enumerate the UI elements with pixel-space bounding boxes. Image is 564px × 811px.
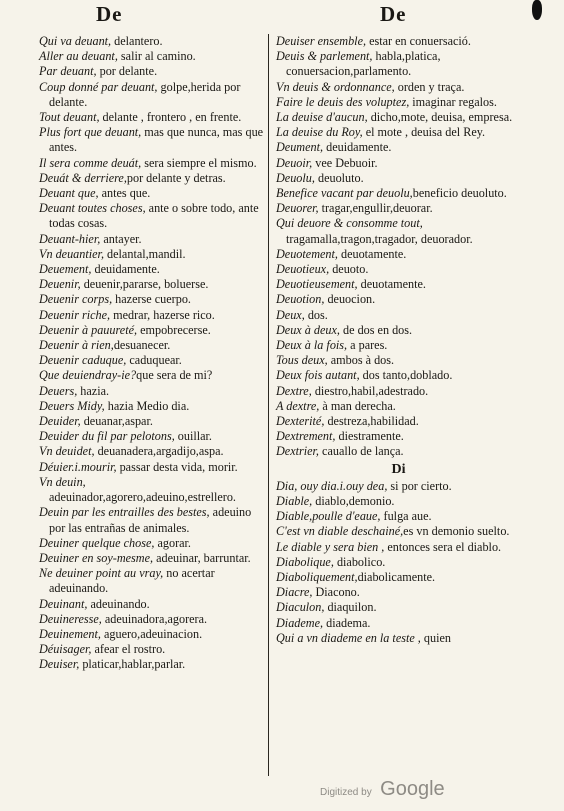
entry-headword: Deuoir, <box>276 155 313 170</box>
entry-headword: Diable,poulle d'eaue, <box>276 509 381 524</box>
entry-translation: diestro,habil,adestrado. <box>311 383 429 398</box>
entry-headword: Deuotement, <box>276 246 338 261</box>
dictionary-entry <box>276 600 521 615</box>
entry-translation: por delante y detras. <box>126 170 226 185</box>
entry-translation: destreza,habilidad. <box>324 414 419 429</box>
entry-translation: dos. <box>304 307 328 322</box>
dictionary-entry <box>39 505 264 535</box>
entry-translation: salir al camino. <box>117 49 196 64</box>
dictionary-entry <box>276 186 521 201</box>
dictionary-entry <box>39 186 264 201</box>
entry-translation: deuotamente. <box>357 277 426 292</box>
entry-translation: no acertar adeuinando. <box>49 566 215 596</box>
entry-translation: ante o sobre todo, ante todas cosas. <box>49 201 259 231</box>
entry-translation: platicar,hablar,parlar. <box>79 657 186 672</box>
entry-headword: Deuers, <box>39 383 78 398</box>
entry-headword: Dextrement, <box>276 429 336 444</box>
dictionary-entry <box>39 399 264 414</box>
entry-headword: Deuiner quelque chose, <box>39 535 155 550</box>
dictionary-entry <box>276 509 521 524</box>
entry-translation: deuenir,pararse, boluerse. <box>80 277 209 292</box>
dictionary-entry <box>39 566 264 596</box>
dictionary-entry <box>276 384 521 399</box>
dictionary-entry <box>39 201 264 231</box>
entry-headword: A dextre, <box>276 398 320 413</box>
dictionary-entry <box>39 657 264 672</box>
entry-headword: Vn deuis & ordonnance, <box>276 79 395 94</box>
dictionary-entry <box>276 631 521 646</box>
column-divider <box>268 34 269 776</box>
dictionary-entry <box>39 338 264 353</box>
google-logo: Google <box>380 778 445 800</box>
entry-headword: Deuis & parlement, <box>276 49 373 64</box>
dictionary-entry <box>276 570 521 585</box>
dictionary-entry <box>39 292 264 307</box>
entry-headword: C'est vn diable deschainé, <box>276 524 404 539</box>
entry-headword: Deuotieux, <box>276 262 330 277</box>
dictionary-entry <box>276 524 521 539</box>
entry-translation: deuidamente. <box>323 140 392 155</box>
entry-translation: por delante. <box>96 64 158 79</box>
dictionary-entry <box>39 262 264 277</box>
entry-translation: estar en conuersació. <box>366 34 471 48</box>
dictionary-entry <box>276 156 521 171</box>
entry-translation: fulga aue. <box>380 509 432 524</box>
dictionary-entry <box>276 540 521 555</box>
entry-headword: Deuenir à pauureté, <box>39 322 138 337</box>
entry-translation: deuoluto. <box>314 170 364 185</box>
entry-headword: Vn deuantier, <box>39 246 104 261</box>
dictionary-entry <box>39 156 264 171</box>
entry-headword: Deuers Midy, <box>39 398 105 413</box>
dictionary-entry <box>276 292 521 307</box>
entry-headword: Coup donné par deuant, <box>39 79 158 94</box>
dictionary-entry <box>276 308 521 323</box>
entry-translation: adeuino por las entrañas de animales. <box>49 505 252 535</box>
entry-headword: Benefice vacant par deuolu, <box>276 186 413 201</box>
entry-translation: adeuinador,agorero,adeuino,estrellero. <box>49 490 236 505</box>
entry-headword: La deuise d'aucun, <box>276 110 368 125</box>
entry-headword: Deuotieusement, <box>276 277 358 292</box>
dictionary-entry <box>276 479 521 494</box>
entry-headword: Qui a vn diademe en la teste , <box>276 630 421 645</box>
dictionary-entry <box>276 247 521 262</box>
entry-headword: Deuinement, <box>39 626 101 641</box>
entry-translation: deuoto. <box>329 262 369 277</box>
entry-headword: Déuisager, <box>39 642 92 657</box>
entry-translation: tragamalla,tragon,tragador, deuorador. <box>286 231 473 246</box>
dictionary-entry <box>39 277 264 292</box>
running-head-right: De <box>380 2 407 26</box>
entry-headword: Diable, <box>276 493 313 508</box>
dictionary-entry <box>39 384 264 399</box>
entry-translation: hazia. <box>77 383 110 398</box>
entry-headword: Que deuiendray-ie? <box>39 368 137 383</box>
entry-translation: desuanecer. <box>113 338 171 353</box>
dictionary-entry <box>39 171 264 186</box>
dictionary-entry <box>39 368 264 383</box>
entry-headword: Aller au deuant, <box>39 49 118 64</box>
dictionary-entry <box>39 444 264 459</box>
entry-translation: deuocion. <box>324 292 376 307</box>
entry-translation: agorar. <box>154 535 191 550</box>
entry-headword: Deuotion, <box>276 292 325 307</box>
dictionary-entry <box>39 64 264 79</box>
entry-headword: Deuiner en soy-mesme, <box>39 550 154 565</box>
entry-headword: Tout deuant, <box>39 110 100 125</box>
entry-translation: aguero,adeuinacion. <box>100 626 203 641</box>
entry-headword: Par deuant, <box>39 64 97 79</box>
entry-headword: Deuineresse, <box>39 611 102 626</box>
dictionary-entry <box>276 49 521 79</box>
dictionary-entry <box>276 95 521 110</box>
section-heading: Di <box>391 461 406 477</box>
entry-headword: Deuenir corps, <box>39 292 113 307</box>
dictionary-entry <box>39 551 264 566</box>
entry-translation: mas que nunca, mas que antes. <box>49 125 264 155</box>
dictionary-entry <box>39 642 264 657</box>
entry-headword: Diaculon, <box>276 600 325 615</box>
dictionary-entry <box>39 429 264 444</box>
entry-translation: diestramente. <box>335 429 404 444</box>
entry-translation: afear el rostro. <box>91 642 166 657</box>
entry-translation: imaginar regalos. <box>409 94 497 109</box>
dictionary-entry <box>39 536 264 551</box>
entry-translation: deuanar,aspar. <box>80 414 153 429</box>
dictionary-entry <box>39 323 264 338</box>
dictionary-entry <box>39 34 264 49</box>
dictionary-entry <box>276 34 521 49</box>
dictionary-entry <box>276 262 521 277</box>
dictionary-entry <box>39 612 264 627</box>
running-head-left: De <box>96 2 123 26</box>
entry-translation: cauallo de lança. <box>318 444 404 459</box>
entry-headword: Diademe, <box>276 615 324 630</box>
entry-headword: Deuinant, <box>39 596 88 611</box>
dictionary-entry <box>39 414 264 429</box>
entry-headword: Dia, ouy dia.i.ouy dea, <box>276 478 388 493</box>
entry-translation: caduquear. <box>126 353 182 368</box>
entry-translation: medrar, hazerse rico. <box>110 307 215 322</box>
entry-translation: si por cierto. <box>387 478 452 493</box>
entry-headword: La deuise du Roy, <box>276 125 363 140</box>
entry-translation: empobrecerse. <box>137 322 211 337</box>
dictionary-entry <box>276 125 521 140</box>
entry-headword: Deuolu, <box>276 170 315 185</box>
entry-translation: es vn demonio suelto. <box>403 524 510 539</box>
entry-translation: delante , frontero , en frente. <box>99 110 242 125</box>
entry-translation: tragar,engullir,deuorar. <box>318 201 433 216</box>
entry-translation: adeuinadora,agorera. <box>101 611 208 626</box>
right-column <box>276 34 521 646</box>
entry-translation: diadema. <box>323 615 371 630</box>
entry-headword: Deux fois autant, <box>276 368 360 383</box>
dictionary-entry <box>39 125 264 155</box>
entry-headword: Deuorer, <box>276 201 319 216</box>
entry-translation: adeuinando. <box>87 596 150 611</box>
dictionary-entry <box>276 353 521 368</box>
entry-translation: a pares. <box>347 338 388 353</box>
entry-headword: Deuant que, <box>39 186 99 201</box>
entry-translation: quien <box>420 630 451 645</box>
entry-headword: Faire le deuis des voluptez, <box>276 94 410 109</box>
dictionary-entry <box>39 460 264 475</box>
entry-translation: diaquilon. <box>324 600 377 615</box>
entry-translation: de dos en dos. <box>339 322 413 337</box>
entry-headword: Deuant-hier, <box>39 231 101 246</box>
entry-translation: orden y traça. <box>394 79 465 94</box>
entry-translation: passar desta vida, morir. <box>116 459 238 474</box>
dictionary-entry <box>276 368 521 383</box>
entry-translation: que sera de mi? <box>136 368 213 383</box>
dictionary-entry <box>39 110 264 125</box>
entry-headword: Dexterité, <box>276 414 325 429</box>
entry-translation: Diacono. <box>312 585 360 600</box>
entry-headword: Diabolique, <box>276 554 334 569</box>
dictionary-entry <box>276 110 521 125</box>
entry-headword: Qui deuore & consomme tout, <box>276 216 423 231</box>
entry-translation: antes que. <box>98 186 151 201</box>
entry-headword: Deux à deux, <box>276 322 340 337</box>
entry-translation: golpe,herida por delante. <box>49 79 241 109</box>
entry-headword: Deuant toutes choses, <box>39 201 146 216</box>
dictionary-entry <box>39 80 264 110</box>
entry-translation: dos tanto,doblado. <box>359 368 453 383</box>
dictionary-entry <box>39 49 264 64</box>
dictionary-entry <box>39 627 264 642</box>
page-corner-mark <box>532 0 542 20</box>
entry-headword: Deuenir à rien, <box>39 338 114 353</box>
entry-headword: Deuider du fil par pelotons, <box>39 429 175 444</box>
dictionary-entry <box>276 338 521 353</box>
dictionary-entry <box>39 475 264 505</box>
dictionary-entry <box>39 308 264 323</box>
dictionary-entry <box>276 585 521 600</box>
entry-headword: Vn deuin, <box>39 474 86 489</box>
entry-headword: Deux, <box>276 307 305 322</box>
dictionary-entry <box>276 429 521 444</box>
entry-headword: Deument, <box>276 140 324 155</box>
entry-translation: delantal,mandil. <box>104 246 186 261</box>
entry-headword: Diacre, <box>276 585 313 600</box>
entry-headword: Deuider, <box>39 414 81 429</box>
entry-translation: ambos à dos. <box>327 353 395 368</box>
entry-headword: Déuier.i.mourir, <box>39 459 117 474</box>
dictionary-entry <box>276 80 521 95</box>
entry-translation: sera siempre el mismo. <box>141 155 257 170</box>
entry-translation: habla,platica, conuersacion,parlamento. <box>286 49 441 79</box>
dictionary-entry <box>276 171 521 186</box>
entry-headword: Deuenir, <box>39 277 81 292</box>
entry-headword: Deuát & derriere, <box>39 170 127 185</box>
dictionary-entry <box>39 247 264 262</box>
entry-translation: diabolicamente. <box>357 569 436 584</box>
entry-translation: antayer. <box>100 231 142 246</box>
dictionary-entry <box>276 140 521 155</box>
entry-headword: Deux à la fois, <box>276 338 348 353</box>
entry-headword: Le diable y sera bien , <box>276 539 385 554</box>
dictionary-entry <box>276 494 521 509</box>
entry-translation: dicho,mote, deuisa, empresa. <box>367 110 513 125</box>
entry-translation: vee Debuoir. <box>312 155 378 170</box>
entry-translation: el mote , deuisa del Rey. <box>362 125 486 140</box>
entry-translation: hazerse cuerpo. <box>112 292 191 307</box>
entry-headword: Plus fort que deuant, <box>39 125 142 140</box>
entry-translation: diabolico. <box>333 554 386 569</box>
dictionary-entry <box>39 353 264 368</box>
entry-translation: deuanadera,argadijo,aspa. <box>94 444 224 459</box>
digitized-by-text: Digitized by <box>320 787 372 798</box>
entry-translation: beneficio deuoluto. <box>412 186 507 201</box>
dictionary-entry <box>276 216 521 246</box>
entry-headword: Il sera comme deuát, <box>39 155 142 170</box>
entry-translation: diablo,demonio. <box>312 493 395 508</box>
dictionary-entry <box>39 597 264 612</box>
dictionary-entry <box>39 232 264 247</box>
entry-translation: deuotamente. <box>337 246 407 261</box>
entry-translation: à man derecha. <box>319 398 396 413</box>
entry-headword: Ne deuiner point au vray, <box>39 566 164 581</box>
dictionary-entry <box>276 399 521 414</box>
dictionary-entry <box>276 444 521 459</box>
entry-headword: Deuiser, <box>39 657 80 672</box>
entry-translation: adeuinar, barruntar. <box>153 550 251 565</box>
entry-translation: deuidamente. <box>91 262 160 277</box>
entry-headword: Tous deux, <box>276 353 328 368</box>
dictionary-entry <box>276 201 521 216</box>
entry-headword: Deuenir riche, <box>39 307 111 322</box>
entry-headword: Dextre, <box>276 383 312 398</box>
dictionary-entry <box>276 323 521 338</box>
entry-headword: Deuenir caduque, <box>39 353 127 368</box>
dictionary-entry <box>276 277 521 292</box>
entry-translation: entonces sera el diablo. <box>384 539 502 554</box>
left-column <box>39 34 264 673</box>
digitization-watermark <box>320 778 445 801</box>
entry-headword: Qui va deuant, <box>39 34 112 48</box>
entry-translation: hazia Medio dia. <box>104 398 190 413</box>
entry-translation: ouillar. <box>174 429 212 444</box>
entry-headword: Deuin par les entrailles des bestes, <box>39 505 210 520</box>
entry-headword: Vn deuidet, <box>39 444 95 459</box>
entry-headword: Deuiser ensemble, <box>276 34 367 48</box>
dictionary-entry <box>276 555 521 570</box>
entry-headword: Deuement, <box>39 262 92 277</box>
entry-translation: delantero. <box>111 34 163 48</box>
entry-headword: Dextrier, <box>276 444 319 459</box>
dictionary-entry <box>276 414 521 429</box>
entry-headword: Diaboliquement, <box>276 569 358 584</box>
dictionary-entry <box>276 616 521 631</box>
